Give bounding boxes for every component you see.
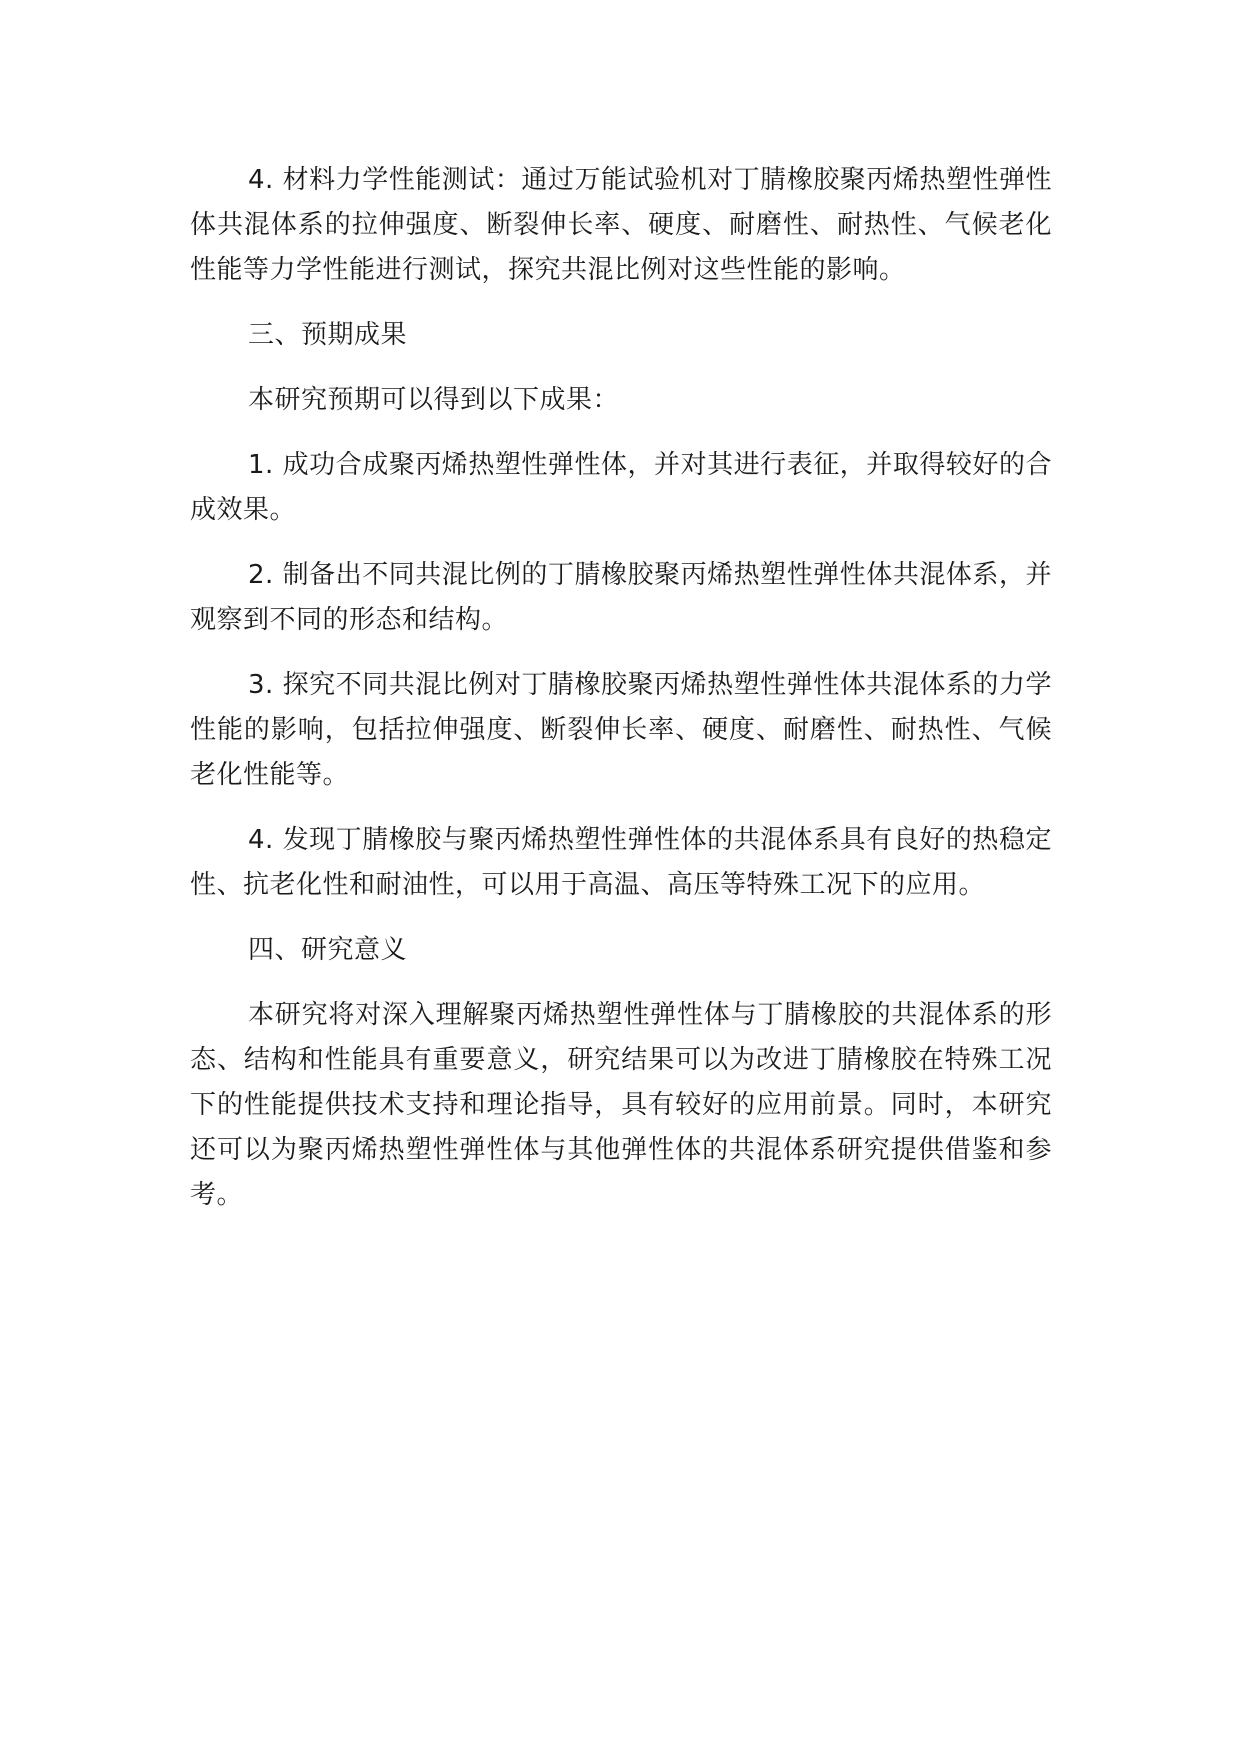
paragraph-result-4: 4. 发现丁腈橡胶与聚丙烯热塑性弹性体的共混体系具有良好的热稳定性、抗老化性和耐油性，可以用于高温、高压等特殊工况下的应用。	[190, 825, 1052, 900]
paragraph-result-2: 2. 制备出不同共混比例的丁腈橡胶聚丙烯热塑性弹性体共混体系，并观察到不同的形态和结构。	[190, 560, 1052, 635]
section-heading-expected-results: 三、预期成果	[248, 320, 408, 350]
paragraph-result-3: 3. 探究不同共混比例对丁腈橡胶聚丙烯热塑性弹性体共混体系的力学性能的影响，包括拉伸强度、断裂伸长率、硬度、耐磨性、耐热性、气候老化性能等。	[190, 670, 1052, 790]
section-heading-significance: 四、研究意义	[248, 935, 408, 965]
paragraph-test-item-4: 4. 材料力学性能测试：通过万能试验机对丁腈橡胶聚丙烯热塑性弹性体共混体系的拉伸强度、断裂伸长率、硬度、耐磨性、耐热性、气候老化性能等力学性能进行测试，探究共混比例对这些性能的影响。	[190, 165, 1052, 285]
paragraph-results-intro: 本研究预期可以得到以下成果：	[248, 385, 620, 415]
paragraph-significance: 本研究将对深入理解聚丙烯热塑性弹性体与丁腈橡胶的共混体系的形态、结构和性能具有重要意义，研究结果可以为改进丁腈橡胶在特殊工况下的性能提供技术支持和理论指导，具有较好的应用前景。同时，本研究还可以为聚丙烯热塑性弹性体与其他弹性体的共混体系研究提供借鉴和参考。	[190, 1000, 1052, 1210]
paragraph-result-1: 1. 成功合成聚丙烯热塑性弹性体，并对其进行表征，并取得较好的合成效果。	[190, 450, 1052, 525]
document-body	[190, 158, 1052, 1238]
